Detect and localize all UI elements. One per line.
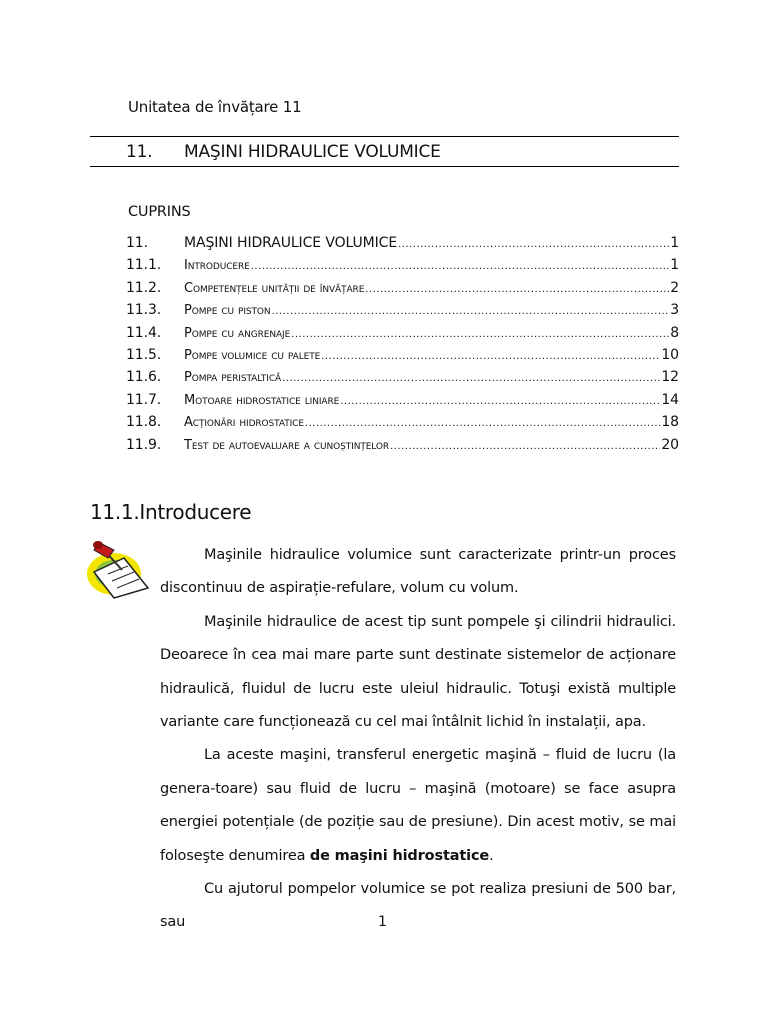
toc-leader-dots xyxy=(251,261,669,272)
header-rule-top xyxy=(90,136,679,137)
section-body xyxy=(160,539,676,940)
toc-heading: CUPRINS xyxy=(128,204,191,220)
toc-entry-page: 3 xyxy=(670,302,679,319)
running-header: Unitatea de învățare 11 xyxy=(128,98,302,116)
toc-leader-dots xyxy=(390,441,660,452)
toc-entry-title: Pompe volumice cu palete xyxy=(184,347,321,363)
toc-entry-page: 1 xyxy=(670,257,679,274)
toc-leader-dots xyxy=(365,284,669,295)
chapter-title-text: MAŞINI HIDRAULICE VOLUMICE xyxy=(184,142,441,162)
toc-entry[interactable] xyxy=(126,280,679,302)
toc-entry[interactable] xyxy=(126,392,679,414)
toc-entry-number: 11. xyxy=(126,235,148,251)
toc-entry-number: 11.1. xyxy=(126,257,162,274)
toc-entry[interactable] xyxy=(126,257,679,279)
toc-entry-page: 10 xyxy=(661,346,679,363)
toc-entry-title: Pompa peristaltică xyxy=(184,370,282,386)
toc-entry-number: 11.4. xyxy=(126,324,162,341)
section-heading: 11.1.Introducere xyxy=(90,500,252,524)
toc-entry-title: Test de autoevaluare a cunoștințelor xyxy=(184,437,390,453)
toc-entry[interactable] xyxy=(126,369,679,391)
toc-entry-title: Pompe cu piston xyxy=(184,303,271,319)
toc-entry-page: 20 xyxy=(661,436,679,453)
paragraph: Maşinile hidraulice volumice sunt caracterizate printr-un proces discontinuu de aspirație-refulare, volum cu volum. xyxy=(160,547,676,597)
toc-entry-number: 11.7. xyxy=(126,391,162,408)
toc-leader-dots xyxy=(272,306,670,317)
toc-entry-number: 11.8. xyxy=(126,414,162,431)
paragraph: Cu ajutorul pompelor volumice se pot realiza presiuni de 500 bar, sau xyxy=(160,881,676,931)
toc-leader-dots xyxy=(321,351,660,362)
emphasized-term: de maşini hidrostatice xyxy=(309,847,490,864)
toc-entry-page: 1 xyxy=(670,235,679,251)
toc-entry-page: 12 xyxy=(661,369,679,386)
toc-entry[interactable] xyxy=(126,235,679,257)
paragraph xyxy=(160,739,676,873)
toc-entry-title: Competențele unității de învățare xyxy=(184,280,365,296)
chapter-number: 11. xyxy=(126,142,153,162)
toc-entry-page: 8 xyxy=(670,324,679,341)
toc-leader-dots xyxy=(305,418,660,429)
toc-entry-title: Pompe cu angrenaje xyxy=(184,325,291,341)
toc-leader-dots xyxy=(398,239,669,250)
toc-entry-title: MAŞINI HIDRAULICE VOLUMICE xyxy=(184,235,398,251)
toc-entry-number: 11.5. xyxy=(126,346,162,363)
paragraph: Maşinile hidraulice de acest tip sunt pompele şi cilindrii hidraulici. Deoarece în cea mai mare parte sunt destinate sistemelor de acționare hidraulică, fluidul de lucru este uleiul hidraulic. Totuşi există multiple variante care funcționează cu cel mai întâlnit lichid în instalații, apa. xyxy=(160,613,676,731)
pushpin-note-icon xyxy=(84,536,164,600)
toc-leader-dots xyxy=(340,396,660,407)
toc-entry-title: Acționări hidrostatice xyxy=(184,415,304,431)
toc-entry-title: Introducere xyxy=(184,258,250,274)
toc-entry-number: 11.2. xyxy=(126,279,162,296)
header-rule-bottom xyxy=(90,166,679,167)
toc-entry[interactable] xyxy=(126,414,679,436)
table-of-contents xyxy=(126,235,679,459)
paragraph-text-end: . xyxy=(489,847,494,864)
toc-entry[interactable] xyxy=(126,347,679,369)
toc-leader-dots xyxy=(291,329,669,340)
toc-entry-page: 18 xyxy=(661,414,679,431)
toc-entry-page: 2 xyxy=(670,279,679,296)
toc-entry-number: 11.9. xyxy=(126,436,162,453)
toc-entry[interactable] xyxy=(126,302,679,324)
toc-entry-number: 11.3. xyxy=(126,302,162,319)
toc-entry[interactable] xyxy=(126,325,679,347)
toc-entry-number: 11.6. xyxy=(126,369,162,386)
toc-leader-dots xyxy=(282,373,660,384)
toc-entry-title: Motoare hidrostatice liniare xyxy=(184,392,340,408)
chapter-title xyxy=(126,142,441,162)
toc-entry[interactable] xyxy=(126,437,679,459)
paragraph-text: La aceste maşini, transferul energetic maşină – fluid de lucru (la genera-toare) sau fluid de lucru – maşină (motoare) se face asupra energiei potențiale (de poziție sau de presiune). Din acest motiv, se mai foloseşte denumirea xyxy=(160,747,676,864)
page-number: 1 xyxy=(378,914,387,930)
toc-entry-page: 14 xyxy=(661,391,679,408)
